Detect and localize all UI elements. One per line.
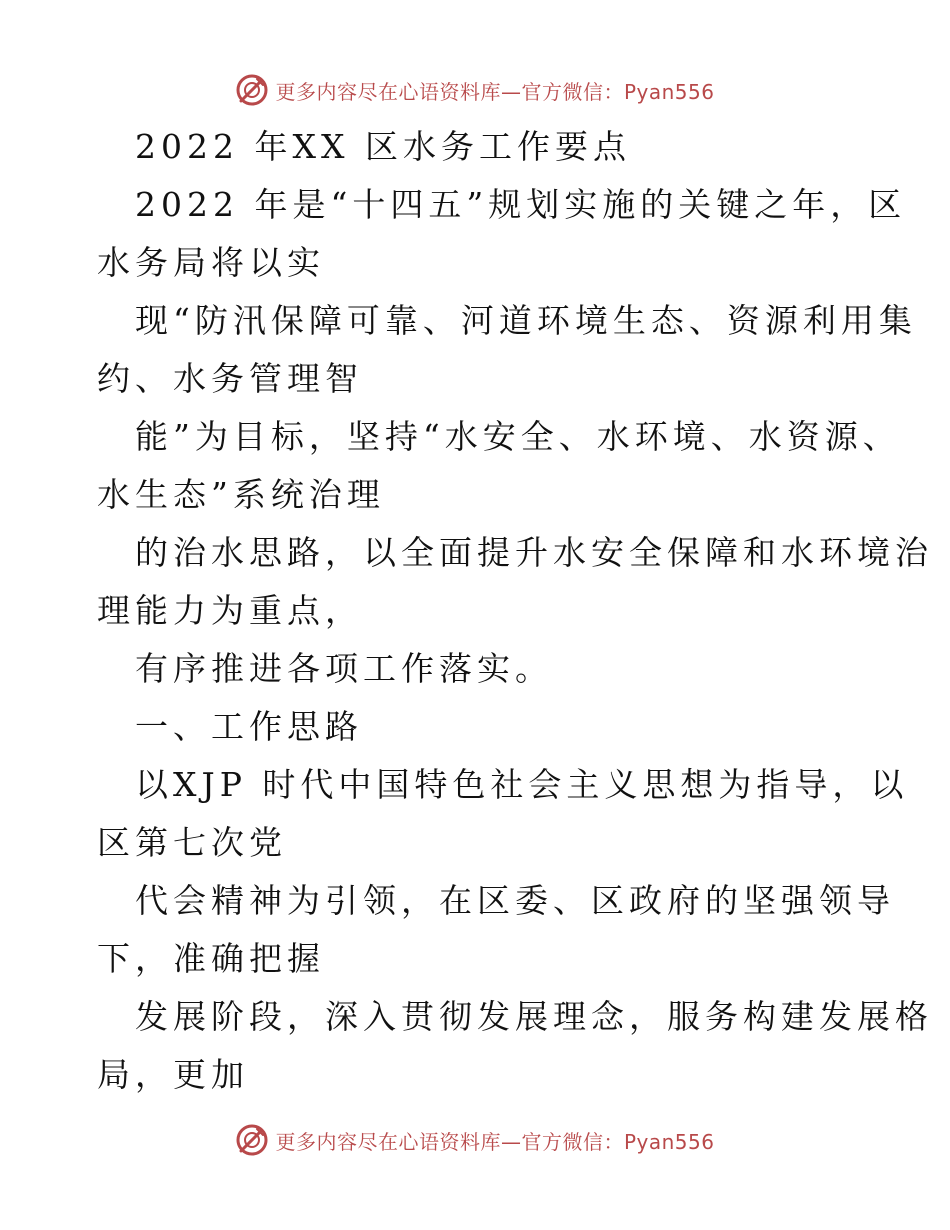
doc-line: 水务局将以实 bbox=[97, 243, 325, 282]
doc-line: 以XJP 时代中国特色社会主义思想为指导，以 bbox=[135, 765, 909, 804]
doc-line: 代会精神为引领，在区委、区政府的坚强领导 bbox=[135, 881, 895, 920]
watermark-text: 更多内容尽在心语资料库—官方微信：Pyan556 bbox=[275, 1129, 715, 1154]
doc-line: 能”为目标，坚持“水安全、水环境、水资源、 bbox=[135, 417, 901, 456]
section-heading: 一、工作思路 bbox=[135, 707, 363, 746]
watermark-logo-icon bbox=[235, 73, 269, 107]
watermark-footer bbox=[0, 1120, 950, 1160]
doc-line: 下，准确把握 bbox=[97, 939, 325, 978]
doc-line: 水生态”系统治理 bbox=[97, 475, 385, 514]
watermark-text: 更多内容尽在心语资料库—官方微信：Pyan556 bbox=[275, 79, 715, 104]
doc-line: 理能力为重点， bbox=[97, 591, 363, 630]
doc-line: 现“防汛保障可靠、河道环境生态、资源利用集 bbox=[135, 301, 917, 340]
doc-line: 有序推进各项工作落实。 bbox=[135, 649, 553, 688]
doc-line: 2022 年是“十四五”规划实施的关键之年，区 bbox=[135, 185, 907, 224]
watermark-header bbox=[0, 70, 950, 110]
doc-line: 的治水思路，以全面提升水安全保障和水环境治 bbox=[135, 533, 933, 572]
doc-line: 发展阶段，深入贯彻发展理念，服务构建发展格 bbox=[135, 997, 933, 1036]
doc-title: 2022 年XX 区水务工作要点 bbox=[135, 127, 631, 166]
document-body bbox=[97, 118, 933, 1104]
watermark-logo-icon bbox=[235, 1123, 269, 1157]
doc-line: 约、水务管理智 bbox=[97, 359, 363, 398]
doc-line: 局，更加 bbox=[97, 1055, 249, 1094]
doc-line: 区第七次党 bbox=[97, 823, 287, 862]
